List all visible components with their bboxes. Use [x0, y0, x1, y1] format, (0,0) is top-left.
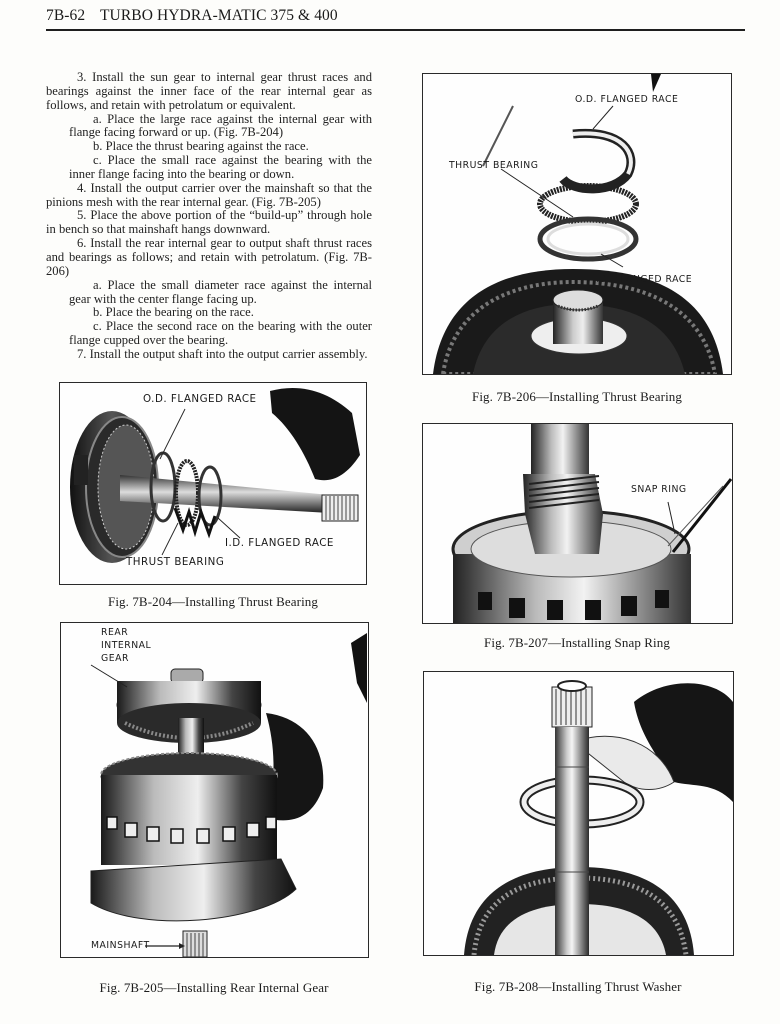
page-title: TURBO HYDRA-MATIC 375 & 400 [99, 7, 338, 24]
instructions-text [46, 71, 372, 362]
rear-internal-gear-illustration [61, 623, 368, 957]
step-3a: a. Place the large race against the internal gear with flange facing forward or up. (Fig. 7B-204) [69, 111, 372, 140]
figure-7b-208-caption: Fig. 7B-208—Installing Thrust Washer [474, 979, 682, 994]
step-6: 6. Install the rear internal gear to output shaft thrust races and bearings as follows; and retain with petrolatum. (Fig. 7B-206) [46, 236, 372, 278]
label-snap-ring: SNAP RING [631, 484, 687, 495]
label-od-flanged-race: O.D. FLANGED RACE [575, 94, 679, 105]
step-7: 7. Install the output shaft into the output carrier assembly. [77, 346, 368, 361]
step-6b: b. Place the bearing on the race. [93, 305, 254, 320]
step-6a: a. Place the small diameter race against the internal gear with the center flange facing up. [69, 277, 372, 306]
page-number: 7B-62 [46, 7, 86, 24]
step-5: 5. Place the above portion of the “build-up” through hole in bench so that mainshaft hangs downward. [46, 208, 372, 237]
label-gear: GEAR [101, 653, 129, 664]
label-od-flanged-race: O.D. FLANGED RACE [143, 393, 257, 405]
figure-7b-205-photo [60, 622, 369, 958]
figure-7b-204-caption: Fig. 7B-204—Installing Thrust Bearing [107, 594, 318, 609]
figure-7b-208-photo [423, 671, 734, 956]
figure-7b-205-caption: Fig. 7B-205—Installing Rear Internal Gear [99, 980, 329, 995]
label-id-flanged-race: I.D. FLANGED RACE [225, 537, 334, 549]
page-header [46, 7, 745, 31]
step-6c: c. Place the second race on the bearing with the outer flange cupped over the bearing. [69, 319, 372, 348]
label-rear: REAR [101, 627, 129, 638]
figure-7b-206-caption: Fig. 7B-206—Installing Thrust Bearing [471, 389, 682, 404]
figure-7b-207-caption: Fig. 7B-207—Installing Snap Ring [484, 635, 670, 650]
step-3: 3. Install the sun gear to internal gear thrust races and bearings against the inner face of the rear internal gear as follows, and retain with petrolatum or equivalent. [46, 70, 372, 112]
step-3c: c. Place the small race against the bearing with the inner flange facing into the bearing or down. [69, 153, 372, 181]
step-3b: b. Place the thrust bearing against the race. [93, 139, 309, 154]
figure-7b-207-photo [422, 423, 733, 624]
label-thrust-bearing: THRUST BEARING [449, 160, 539, 171]
label-thrust-bearing: THRUST BEARING [126, 556, 225, 568]
thrust-bearing-shaft-illustration [60, 383, 366, 584]
label-mainshaft: MAINSHAFT [91, 940, 150, 951]
label-internal: INTERNAL [101, 640, 152, 651]
snap-ring-illustration [423, 424, 732, 623]
step-4: 4. Install the output carrier over the mainshaft so that the pinions mesh with the rear internal gear. (Fig. 7B-205) [46, 180, 372, 209]
thrust-bearing-stack-illustration [423, 74, 731, 374]
figure-7b-204-photo [59, 382, 367, 585]
figure-7b-206-photo [422, 73, 732, 375]
label-id-flanged-race: I.D. FLANGED RACE [593, 274, 693, 285]
thrust-washer-illustration [424, 672, 733, 955]
